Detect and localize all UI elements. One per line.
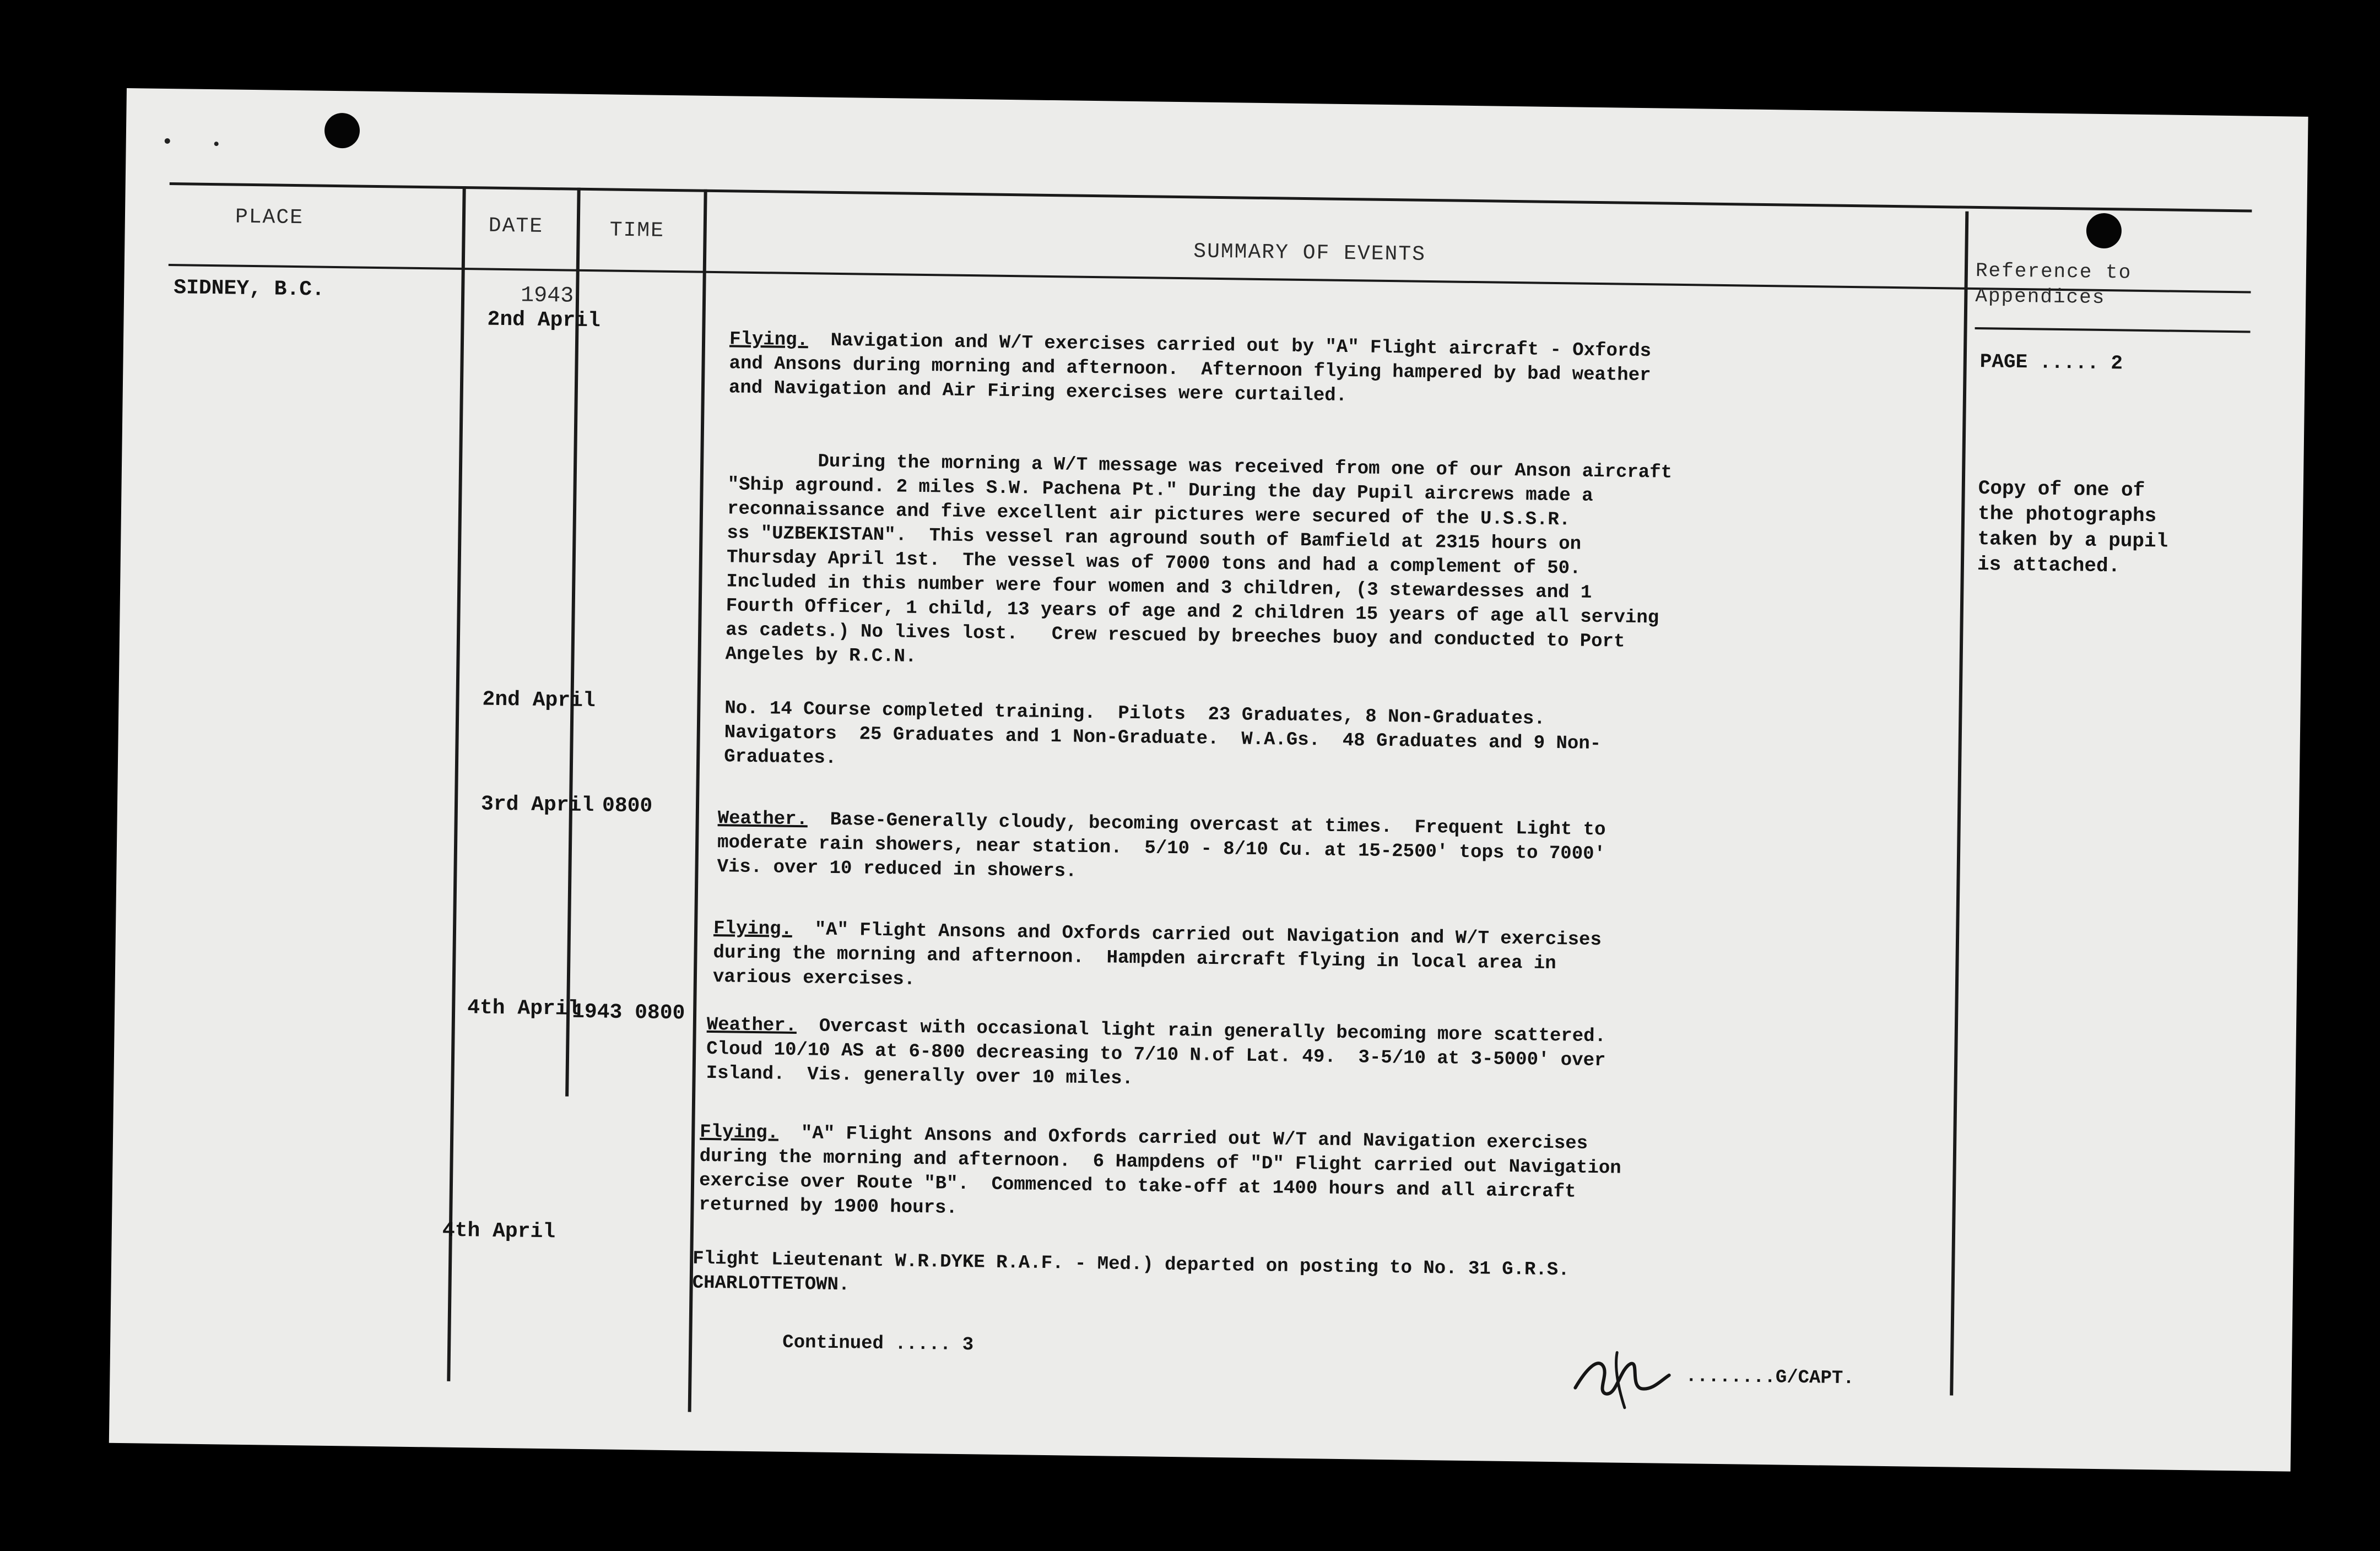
column-divider-place-date (447, 186, 466, 1381)
reference-header-rule (1975, 327, 2251, 333)
column-divider-time-summary (688, 189, 707, 1412)
header-summary: SUMMARY OF EVENTS (1193, 240, 1426, 267)
speck (214, 142, 219, 146)
speck (165, 138, 170, 144)
punch-hole-left (324, 113, 360, 149)
entry-text: "A" Flight Ansons and Oxfords carried out W/T and Navigation exercises during the morning and afternoon. 6 Hampdens of "D" Flight carried out Navigation exercise over Route "B". Commenced to take-off at 1400 hours and all aircraft returned by 1900 hours. (699, 1122, 1621, 1219)
reference-note: Copy of one of the photographs taken by a pupil is attached. (1977, 477, 2168, 578)
entry-date: 2nd April (482, 687, 596, 713)
signature-rank: ........G/CAPT. (1685, 1366, 1854, 1390)
entry-text: No. 14 Course completed training. Pilots 23 Graduates, 8 Non-Graduates. Navigators 25 Graduates and 1 Non-Graduate. W.A.Gs. 48 Graduates and 9 Non- Graduates. (723, 698, 1602, 769)
entry-time: 0800 (602, 794, 653, 818)
summary-entry (713, 916, 1602, 1001)
summary-entry (729, 327, 1652, 412)
summary-entry (717, 806, 1605, 891)
header-date: DATE (488, 214, 544, 238)
summary-entry (706, 1013, 1606, 1097)
entry-heading: Flying. (729, 329, 809, 351)
entry-date: 3rd April (480, 792, 594, 818)
entry-text: During the morning a W/T message was received from one of our Anson aircraft "Ship aground. 2 miles S.W. Pachena Pt." During the day Pupil aircrews made a reconnaissance and five excellent air pictures were secured of the U.S.S.R. ss "UZBEKISTAN". This vessel ran aground south of Bamfield at 2315 hours on Thursday April 1st. The vessel was of 7000 tons and had a complement of 50. Included in this number were four women and 3 children, (3 stewardesses and 1 Fourth Officer, 1 child, 13 years of age and 2 children 15 years of age all serving as cadets.) No lives lost. Crew rescued by breeches buoy and conducted to Port Angeles by R.C.N. (725, 450, 1673, 668)
year-cell: 1943 (520, 283, 574, 309)
header-reference: Reference to Appendices (1975, 259, 2132, 310)
entry-text: Navigation and W/T exercises carried out by "A" Flight aircraft - Oxfords and Ansons during morning and afternoon. Afternoon flying hampered by bad weather and Navigation and Air Firing exercises were curtailed. (728, 330, 1652, 407)
place-cell: SIDNEY, B.C. (173, 276, 325, 302)
entry-heading: Flying. (713, 918, 793, 940)
entry-time: 1943 0800 (571, 1000, 685, 1026)
entry-date: 4th April (442, 1218, 556, 1244)
summary-entry (692, 1247, 1569, 1307)
column-divider-summary-reference (1950, 212, 1968, 1396)
diary-page (109, 88, 2308, 1472)
summary-entry (724, 696, 1602, 780)
entry-text: Overcast with occasional light rain generally becoming more scattered. Cloud 10/10 AS at 6-800 decreasing to 7/10 N.of Lat. 49. 3-5/10 at 3-5000' over Island. Vis. generally over 10 miles. (706, 1016, 1606, 1090)
summary-entry (699, 1120, 1621, 1229)
header-place: PLACE (235, 205, 304, 230)
entry-text: "A" Flight Ansons and Oxfords carried out Navigation and W/T exercises during the morning and afternoon. Hampden aircraft flying in local area in various exercises. (712, 919, 1602, 990)
header-time: TIME (609, 218, 665, 243)
continued-note: Continued ..... 3 (782, 1332, 974, 1356)
entry-text: Flight Lieutenant W.R.DYKE R.A.F. - Med.) departed on posting to No. 31 G.R.S. CHARLOTTETOWN. (692, 1248, 1570, 1296)
signature-initials (1564, 1335, 1686, 1414)
entry-date: 2nd April (487, 307, 601, 333)
punch-hole-right (2086, 213, 2122, 249)
entry-date: 4th April (467, 996, 581, 1021)
entry-heading: Weather. (717, 808, 808, 831)
reference-page: PAGE ..... 2 (1979, 350, 2123, 375)
entry-heading: Flying. (700, 1121, 779, 1144)
header-top-rule (170, 182, 2252, 212)
header-bottom-rule (169, 264, 2251, 293)
summary-entry (725, 448, 1672, 679)
entry-heading: Weather. (706, 1014, 797, 1037)
entry-text: Base-Generally cloudy, becoming overcast at times. Frequent Light to moderate rain showers, near station. 5/10 - 8/10 Cu. at 15-2500' tops to 7000' Vis. over 10 reduced in showers. (717, 809, 1606, 882)
